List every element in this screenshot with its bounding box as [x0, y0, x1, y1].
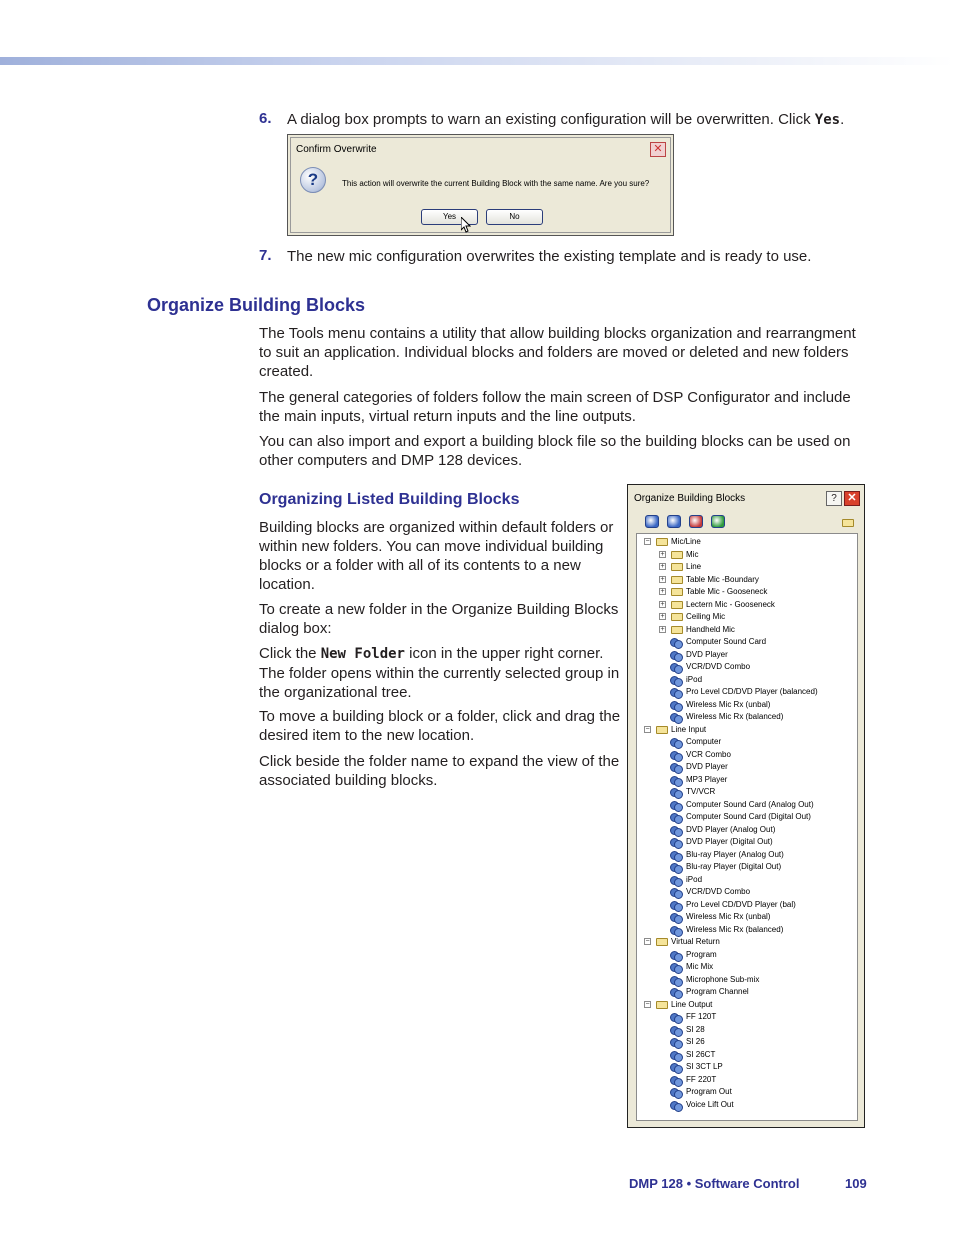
tree-block-row[interactable] [637, 986, 857, 998]
section-paragraph: You can also import and export a building block file so the building blocks can be used on other computers and DMP 128 devices. [259, 433, 851, 469]
tree-item-label: Blu-ray Player (Analog Out) [686, 849, 784, 859]
new-folder-icon[interactable] [842, 519, 854, 527]
collapse-icon[interactable]: − [645, 538, 650, 545]
tree-block-row[interactable] [637, 924, 857, 936]
folder-icon [671, 613, 683, 621]
tree-folder-row[interactable] [637, 599, 857, 611]
subsection-paragraph: Click beside the folder name to expand the view of the associated building blocks. [259, 753, 620, 789]
tree-item-label: Wireless Mic Rx (unbal) [686, 912, 771, 921]
window-title: Organize Building Blocks [634, 493, 746, 504]
building-block-icon [670, 775, 681, 785]
step-6-number: 6. [259, 110, 272, 127]
folder-icon [671, 626, 683, 634]
dialog-frame [290, 137, 671, 233]
tree-item-label: Voice Lift Out [686, 1099, 734, 1109]
tree-item-label: Program [686, 949, 717, 959]
building-block-tree[interactable] [636, 533, 858, 1121]
tree-item-label: iPod [686, 674, 703, 684]
tree-block-row[interactable] [637, 736, 857, 748]
building-block-icon [670, 675, 681, 685]
building-block-icon [670, 950, 681, 960]
building-block-icon [670, 1100, 681, 1110]
folder-icon [671, 601, 683, 609]
tree-block-row[interactable] [637, 1074, 857, 1086]
tree-item-label: SI 26 [686, 1037, 705, 1046]
dialog-message: This action will overwrite the current Building Block with the same name. Are you sure? [342, 179, 650, 188]
tree-block-row[interactable] [637, 761, 857, 773]
building-block-icon [670, 912, 681, 922]
export-icon[interactable] [667, 515, 681, 528]
tree-block-row[interactable] [637, 886, 857, 898]
collapse-icon[interactable]: − [645, 725, 650, 733]
tree-block-row[interactable] [637, 1086, 857, 1098]
import-icon[interactable] [645, 515, 659, 528]
building-block-icon [670, 975, 681, 985]
tree-block-row[interactable] [637, 674, 857, 686]
tree-item-label: Handheld Mic [686, 624, 735, 634]
close-icon[interactable]: ✕ [844, 491, 860, 506]
tree-folder-row[interactable] [637, 574, 857, 586]
building-block-icon [670, 1075, 681, 1085]
building-block-icon [670, 750, 681, 760]
building-block-icon [670, 1012, 681, 1022]
tree-block-row[interactable] [637, 749, 857, 761]
folder-icon [671, 588, 683, 596]
subsection-title: Organizing Listed Building Blocks [259, 491, 520, 508]
tree-item-label: DVD Player [686, 762, 728, 771]
building-block-icon [670, 850, 681, 860]
building-block-icon [670, 887, 681, 897]
tree-block-row[interactable] [637, 661, 857, 673]
building-block-icon [670, 825, 681, 835]
step-6-code: Yes [814, 112, 841, 128]
tree-item-label: Pro Level CD/DVD Player (balanced) [686, 687, 818, 696]
help-icon[interactable]: ? [826, 491, 842, 506]
subsection-paragraph: To move a building block or a folder, click and drag the desired item to the new location. [259, 708, 621, 744]
building-block-icon [670, 637, 681, 647]
folder-icon [656, 938, 668, 946]
paragraph-text: icon in the upper right corner. The folder opens within the currently selected group in the organizational tree. [259, 645, 620, 701]
tree-folder-row[interactable] [637, 586, 857, 598]
folder-icon [671, 576, 683, 584]
step-6-text [287, 110, 844, 130]
building-block-icon [670, 712, 681, 722]
organize-building-blocks-window [627, 484, 865, 1128]
tree-block-row[interactable] [637, 836, 857, 848]
tree-item-label: Mic [686, 549, 699, 559]
subsection-paragraph: Building blocks are organized within default folders or within new folders. You can move individual building blocks or a folder with all of its contents to a new location. [259, 519, 614, 593]
tree-block-row[interactable] [637, 786, 857, 798]
expand-icon[interactable]: + [660, 625, 665, 633]
tree-item-label: TV/VCR [686, 787, 716, 796]
building-block-icon [670, 862, 681, 872]
tree-item-label: Virtual Return [671, 937, 720, 946]
confirm-overwrite-dialog [287, 134, 674, 236]
new-folder-code: New Folder [320, 646, 405, 662]
tree-item-label: Pro Level CD/DVD Player (bal) [686, 899, 796, 909]
question-icon: ? [300, 167, 326, 193]
section-paragraph: The Tools menu contains a utility that allow building blocks organization and rearrangment to suit an application. Individual blocks and folders are moved or deleted and new folders created. [259, 325, 856, 380]
tree-block-row[interactable] [637, 1099, 857, 1111]
no-button[interactable]: No [486, 209, 543, 225]
building-block-icon [670, 700, 681, 710]
tree-item-label: Microphone Sub-mix [686, 974, 760, 984]
tree-folder-row[interactable] [637, 536, 857, 548]
tree-block-row[interactable] [637, 911, 857, 923]
tree-item-label: iPod [686, 874, 703, 884]
tree-folder-row[interactable] [637, 724, 857, 736]
tree-block-row[interactable] [637, 699, 857, 711]
refresh-icon[interactable] [711, 515, 725, 528]
tree-item-label: Mic/Line [671, 537, 701, 546]
tree-block-row[interactable] [637, 799, 857, 811]
tree-item-label: Ceiling Mic [686, 612, 726, 621]
tree-item-label: SI 28 [686, 1024, 705, 1034]
tree-block-row[interactable] [637, 824, 857, 836]
tree-item-label: Computer [686, 737, 722, 746]
tree-item-label: Lectern Mic - Gooseneck [686, 599, 775, 609]
collapse-icon[interactable]: − [645, 938, 650, 945]
building-block-icon [670, 1050, 681, 1060]
subsection-paragraph: To create a new folder in the Organize Building Blocks dialog box: [259, 601, 619, 637]
folder-icon [656, 726, 668, 734]
expand-icon[interactable]: + [660, 588, 665, 595]
tree-item-label: FF 220T [686, 1074, 717, 1084]
tree-item-label: DVD Player [686, 649, 728, 659]
tree-folder-row[interactable] [637, 549, 857, 561]
tree-block-row[interactable] [637, 1061, 857, 1073]
building-block-icon [670, 925, 681, 935]
building-block-icon [670, 1037, 681, 1047]
folder-icon [656, 1001, 668, 1009]
tree-block-row[interactable] [637, 849, 857, 861]
building-block-icon [670, 875, 681, 885]
tree-item-label: Computer Sound Card (Analog Out) [686, 799, 814, 809]
tree-block-row[interactable] [637, 1036, 857, 1048]
building-block-icon [670, 900, 681, 910]
step-6-text-after: . [840, 111, 845, 128]
close-icon[interactable]: ✕ [650, 142, 666, 157]
delete-icon[interactable] [689, 515, 703, 528]
expand-icon[interactable]: + [660, 550, 665, 558]
expand-icon[interactable]: + [660, 563, 665, 570]
tree-block-row[interactable] [637, 686, 857, 698]
step-7-text: The new mic configuration overwrites the existing template and is ready to use. [287, 248, 812, 265]
tree-item-label: SI 3CT LP [686, 1062, 723, 1071]
tree-block-row[interactable] [637, 636, 857, 648]
folder-icon [671, 563, 683, 571]
tree-block-row[interactable] [637, 961, 857, 973]
dialog-title: Confirm Overwrite [296, 144, 377, 155]
tree-item-label: Program Channel [686, 987, 749, 996]
tree-item-label: Computer Sound Card [686, 637, 767, 646]
tree-block-row[interactable] [637, 711, 857, 723]
tree-block-row[interactable] [637, 949, 857, 961]
tree-folder-row[interactable] [637, 561, 857, 573]
building-block-icon [670, 800, 681, 810]
tree-block-row[interactable] [637, 811, 857, 823]
tree-block-row[interactable] [637, 874, 857, 886]
tree-item-label: Wireless Mic Rx (unbal) [686, 699, 771, 709]
building-block-icon [670, 1062, 681, 1072]
tree-item-label: VCR Combo [686, 749, 731, 759]
building-block-icon [670, 662, 681, 672]
tree-item-label: Blu-ray Player (Digital Out) [686, 862, 782, 871]
tree-item-label: Table Mic -Boundary [686, 574, 759, 584]
tree-block-row[interactable] [637, 1011, 857, 1023]
tree-block-row[interactable] [637, 899, 857, 911]
tree-block-row[interactable] [637, 649, 857, 661]
tree-item-label: Computer Sound Card (Digital Out) [686, 812, 811, 821]
pointer-cursor-icon [461, 217, 471, 236]
tree-block-row[interactable] [637, 861, 857, 873]
yes-button[interactable]: Yes [421, 209, 478, 225]
page-number: 109 [845, 1176, 867, 1191]
tree-item-label: DVD Player (Digital Out) [686, 837, 773, 846]
building-block-icon [670, 1025, 681, 1035]
footer-title: DMP 128 • Software Control [629, 1176, 800, 1191]
building-block-icon [670, 837, 681, 847]
step-7-number: 7. [259, 247, 272, 264]
tree-block-row[interactable] [637, 774, 857, 786]
tree-item-label: Mic Mix [686, 962, 714, 971]
tree-item-label: Line [686, 562, 702, 571]
tree-item-label: DVD Player (Analog Out) [686, 824, 776, 834]
building-block-icon [670, 687, 681, 697]
header-rule [0, 57, 954, 65]
building-block-icon [670, 962, 681, 972]
collapse-icon[interactable]: − [645, 1000, 650, 1008]
section-paragraph: The general categories of folders follow the main screen of DSP Configurator and include the main inputs, virtual return inputs and the line outputs. [259, 389, 851, 425]
subsection-paragraph [259, 644, 624, 702]
tree-item-label: VCR/DVD Combo [686, 887, 751, 896]
building-block-icon [670, 787, 681, 797]
building-block-icon [670, 762, 681, 772]
tree-item-label: Line Input [671, 724, 707, 734]
tree-item-label: Line Output [671, 999, 713, 1009]
building-block-icon [670, 987, 681, 997]
expand-icon[interactable]: + [660, 575, 665, 583]
building-block-icon [670, 737, 681, 747]
tree-folder-row[interactable] [637, 999, 857, 1011]
tree-item-label: FF 120T [686, 1012, 717, 1021]
building-block-icon [670, 650, 681, 660]
section-title: Organize Building Blocks [147, 295, 366, 315]
tree-folder-row[interactable] [637, 611, 857, 623]
tree-block-row[interactable] [637, 974, 857, 986]
tree-block-row[interactable] [637, 1049, 857, 1061]
paragraph-text: Click the [259, 645, 321, 662]
step-6-text-before: A dialog box prompts to warn an existing configuration will be overwritten. Click [287, 111, 815, 128]
building-block-icon [670, 812, 681, 822]
expand-icon[interactable]: + [660, 600, 665, 608]
tree-item-label: Table Mic - Gooseneck [686, 587, 768, 596]
expand-icon[interactable]: + [660, 613, 665, 620]
folder-icon [656, 538, 668, 546]
tree-item-label: SI 26CT [686, 1049, 716, 1059]
tree-item-label: Wireless Mic Rx (balanced) [686, 712, 784, 721]
tree-item-label: MP3 Player [686, 774, 728, 784]
tree-item-label: Wireless Mic Rx (balanced) [686, 924, 784, 934]
tree-folder-row[interactable] [637, 624, 857, 636]
tree-item-label: VCR/DVD Combo [686, 662, 751, 671]
tree-block-row[interactable] [637, 1024, 857, 1036]
building-block-icon [670, 1087, 681, 1097]
folder-icon [671, 551, 683, 559]
tree-folder-row[interactable] [637, 936, 857, 948]
tree-item-label: Program Out [686, 1087, 732, 1096]
